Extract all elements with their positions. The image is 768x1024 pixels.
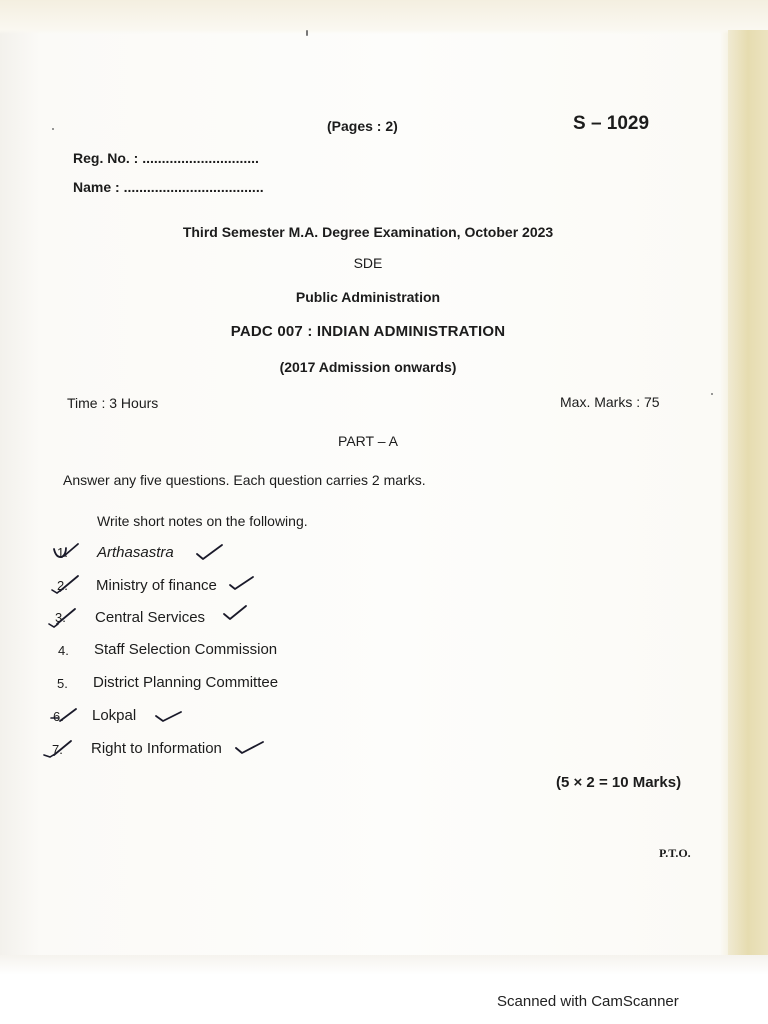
part-instruction: Answer any five questions. Each question carries 2 marks. bbox=[63, 472, 426, 488]
name-field: Name : .................................... bbox=[73, 179, 264, 195]
question-number: 6. bbox=[53, 709, 64, 724]
subject-name: Public Administration bbox=[295, 289, 441, 305]
question-text: Staff Selection Commission bbox=[94, 641, 278, 658]
question-text: Right to Information bbox=[91, 740, 222, 757]
exam-title: Third Semester M.A. Degree Examination, October 2023 bbox=[182, 224, 554, 240]
page-bottom-edge bbox=[0, 955, 768, 975]
number-strike-icon bbox=[48, 572, 86, 596]
checkmark-icon bbox=[195, 542, 225, 562]
checkmark-icon bbox=[154, 708, 184, 724]
number-strike-icon bbox=[48, 540, 86, 564]
question-text: District Planning Committee bbox=[93, 674, 279, 691]
question-text: Ministry of finance bbox=[96, 577, 217, 594]
sub-instruction: Write short notes on the following. bbox=[97, 513, 308, 529]
exam-duration: Time : 3 Hours bbox=[67, 395, 159, 411]
scanner-watermark: Scanned with CamScanner bbox=[497, 993, 679, 1010]
question-number: 5. bbox=[57, 676, 68, 691]
question-text: Arthasastra bbox=[97, 544, 174, 561]
question-text: Lokpal bbox=[92, 707, 137, 724]
scan-speck bbox=[711, 393, 713, 395]
page-top-shadow bbox=[0, 0, 768, 34]
checkmark-icon bbox=[222, 604, 250, 622]
question-paper-code: S – 1029 bbox=[573, 113, 650, 134]
max-marks: Max. Marks : 75 bbox=[560, 394, 660, 410]
question-number: 4. bbox=[58, 643, 69, 658]
checkmark-icon bbox=[234, 739, 266, 757]
section-total-marks: (5 × 2 = 10 Marks) bbox=[556, 774, 682, 791]
question-number: 7. bbox=[52, 742, 63, 757]
question-number: 1. bbox=[57, 545, 68, 560]
exam-mode: SDE bbox=[353, 255, 383, 271]
question-number: 2. bbox=[57, 578, 68, 593]
register-number-field: Reg. No. : .............................. bbox=[73, 150, 259, 166]
please-turn-over: P.T.O. bbox=[659, 846, 691, 860]
checkmark-icon bbox=[228, 574, 256, 592]
page-count: (Pages : 2) bbox=[327, 118, 398, 134]
scan-speck bbox=[52, 128, 54, 130]
part-heading: PART – A bbox=[338, 433, 398, 449]
page-edge-shadow bbox=[728, 30, 768, 965]
question-text: Central Services bbox=[95, 609, 206, 626]
number-strike-icon bbox=[46, 704, 82, 726]
scan-speck bbox=[306, 30, 308, 36]
number-strike-icon bbox=[42, 736, 78, 760]
number-strike-icon bbox=[46, 604, 84, 630]
admission-batch: (2017 Admission onwards) bbox=[279, 359, 457, 375]
question-number: 3. bbox=[55, 610, 66, 625]
paper-title: PADC 007 : INDIAN ADMINISTRATION bbox=[230, 323, 506, 340]
